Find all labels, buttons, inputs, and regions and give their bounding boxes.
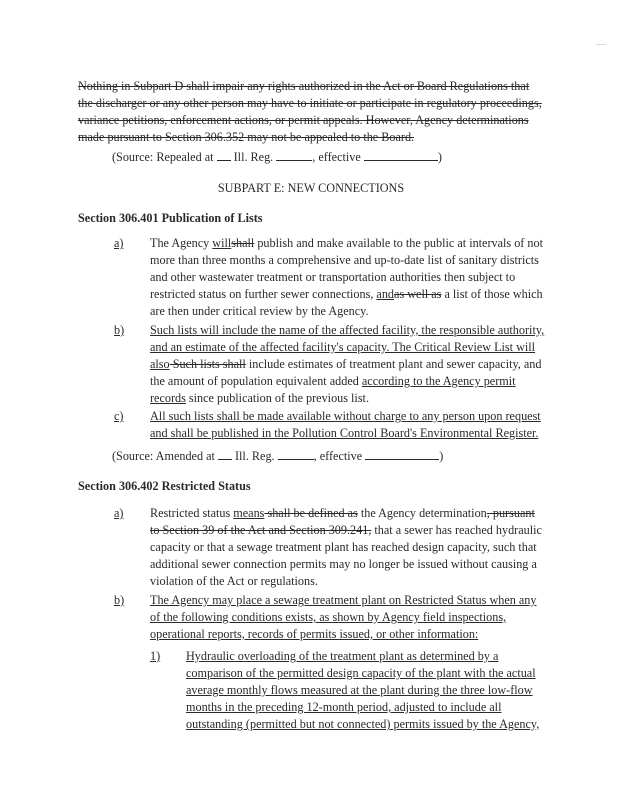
- item-a-text: The Agency willshall publish and make available to the public at intervals of not more than three months a comprehensive and up-to-date list of sanitary districts and other wastewater treatment or transportation authorities then subject to restricted status on further sewer connections, andas well as a list of those which are then under critical review by the Agency.: [150, 236, 543, 318]
- volume-blank: [218, 448, 232, 460]
- item-b-marker: b): [114, 593, 125, 607]
- source-ill-reg: Ill. Reg.: [234, 449, 275, 463]
- scan-artifact: [596, 44, 606, 45]
- item-b-text: The Agency may place a sewage treatment plant on Restricted Status when any of the following conditions exists, as shown by Agency field inspections, operational reports, records of permits issued, or other information:: [150, 593, 537, 641]
- volume-blank: [217, 149, 231, 161]
- source-effective: , effective: [313, 449, 363, 463]
- page-blank: [278, 448, 314, 460]
- date-blank: [365, 448, 439, 460]
- source-close: ): [439, 449, 444, 463]
- item-c-text: All such lists shall be made available without charge to any person upon request and shall be published in the Pollution Control Board's Environmental Register.: [150, 409, 541, 440]
- item-c-marker: c): [114, 409, 124, 423]
- section-401-heading: Section 306.401 Publication of Lists: [78, 211, 263, 225]
- subpart-title: SUBPART E: NEW CONNECTIONS: [217, 181, 405, 195]
- section-402-heading: Section 306.402 Restricted Status: [78, 479, 251, 493]
- page-blank: [276, 149, 312, 161]
- source-prefix: (Source: Repealed at: [112, 150, 214, 164]
- item-a-marker: a): [114, 236, 124, 250]
- item-b-text: Such lists will include the name of the affected facility, the responsible authority, and an estimate of the affected facility's capacity. The Critical Review List will also Such lists shall include estimates of treatment plant and sewer capacity, and the amount of population equivalent added according to the Agency permit records since publication of the previous list.: [150, 323, 545, 405]
- item-a-marker: a): [114, 506, 124, 520]
- source-ill-reg: Ill. Reg.: [233, 150, 274, 164]
- source-note-repealed: [112, 149, 552, 166]
- item-a-text: Restricted status means shall be defined as the Agency determination, pursuant to Section 39 of the Act and Section 309.241, that a sewer has reached hydraulic capacity or that a sewage treatment plant has reached design capacity, such that additional sewer connection permits may no longer be issued without causing a violation of the Act or regulations.: [150, 506, 542, 588]
- item-b-marker: b): [114, 323, 125, 337]
- repealed-paragraph: Nothing in Subpart D shall impair any rights authorized in the Act or Board Regulations that the discharger or any other person may have to initiate or participate in regulatory proceedings, variance petitions, enforcement actions, or permit appeals. However, Agency determinations made pursuant to Section 306.352 may not be appealed to the Board.: [78, 79, 542, 144]
- source-close: ): [437, 150, 442, 164]
- source-effective: , effective: [312, 150, 361, 164]
- source-prefix: (Source: Amended at: [112, 449, 215, 463]
- item-b1-marker: 1): [150, 649, 161, 663]
- item-b1-text: Hydraulic overloading of the treatment plant as determined by a comparison of the permitted design capacity of the plant with the actual average monthly flows measured at the plant during the three low-flow months in the preceding 12-month period, adjusted to include all outstanding (permitted but not connected) permits issued by the Agency,: [186, 649, 540, 731]
- date-blank: [364, 149, 438, 161]
- source-note-amended: [112, 448, 552, 465]
